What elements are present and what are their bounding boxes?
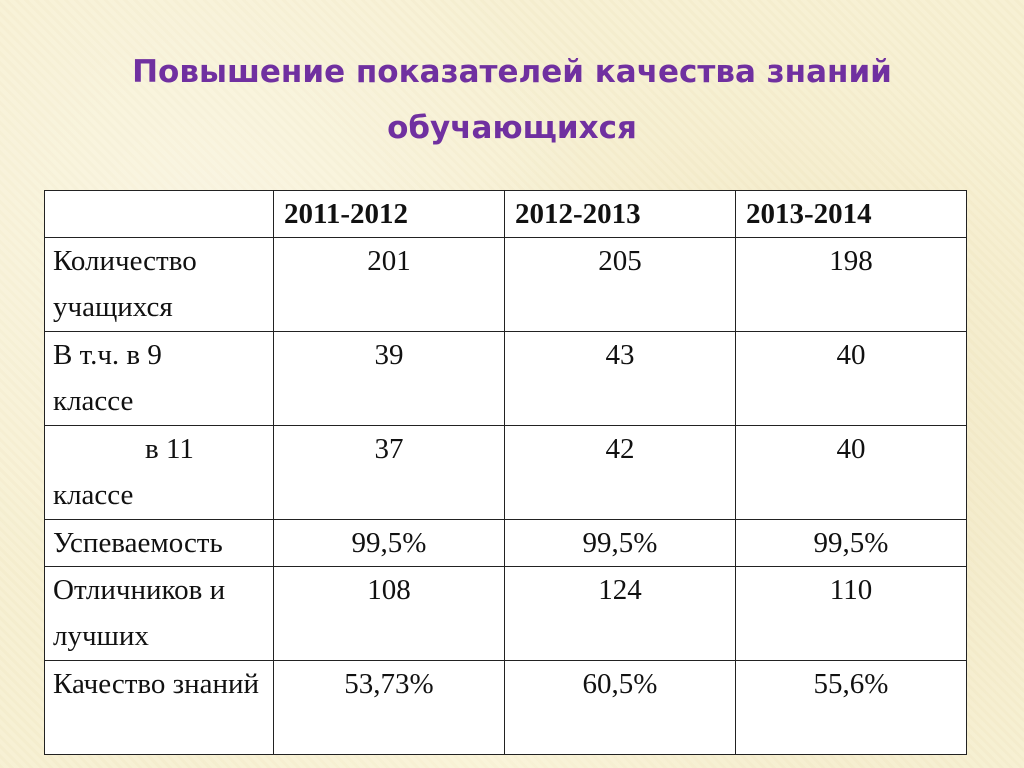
slide-title-line-1: Повышение показателей качества знаний bbox=[132, 54, 892, 90]
row-label-grade-9-line-1: В т.ч. в 9 bbox=[53, 339, 162, 371]
table-cell: 124 bbox=[505, 567, 736, 661]
table-cell: 53,73% bbox=[274, 661, 505, 755]
row-label-grade-11-line-2: классе bbox=[53, 479, 134, 511]
table-cell: 42 bbox=[505, 426, 736, 520]
table-row bbox=[45, 520, 967, 567]
slide-title-line-2: обучающихся bbox=[387, 110, 637, 146]
row-label-grade-11 bbox=[45, 426, 274, 520]
table-cell: 99,5% bbox=[736, 520, 967, 567]
slide-title bbox=[0, 44, 1024, 156]
statistics-table bbox=[44, 190, 967, 755]
row-label-grade-9-line-2: классе bbox=[53, 385, 134, 417]
table-header-2012-2013: 2012-2013 bbox=[505, 191, 736, 238]
table-cell: 39 bbox=[274, 332, 505, 426]
table-header-row bbox=[45, 191, 967, 238]
table-corner-cell bbox=[45, 191, 274, 238]
table-row bbox=[45, 238, 967, 332]
table-cell: 108 bbox=[274, 567, 505, 661]
table-cell: 205 bbox=[505, 238, 736, 332]
table-row bbox=[45, 426, 967, 520]
table-cell: 55,6% bbox=[736, 661, 967, 755]
table-cell: 60,5% bbox=[505, 661, 736, 755]
row-label-progress: Успеваемость bbox=[45, 520, 274, 567]
table-cell: 201 bbox=[274, 238, 505, 332]
table-cell: 43 bbox=[505, 332, 736, 426]
table-header-2011-2012: 2011-2012 bbox=[274, 191, 505, 238]
table-cell: 99,5% bbox=[505, 520, 736, 567]
row-label-students-count: Количество учащихся bbox=[45, 238, 274, 332]
table-cell: 198 bbox=[736, 238, 967, 332]
table-row bbox=[45, 332, 967, 426]
table-cell: 37 bbox=[274, 426, 505, 520]
row-label-knowledge-quality: Качество знаний bbox=[45, 661, 274, 755]
table-row bbox=[45, 661, 967, 755]
row-label-grade-9 bbox=[45, 332, 274, 426]
row-label-grade-11-line-1: в 11 bbox=[145, 433, 194, 465]
table-cell: 40 bbox=[736, 332, 967, 426]
table-cell: 110 bbox=[736, 567, 967, 661]
table-header-2013-2014: 2013-2014 bbox=[736, 191, 967, 238]
row-label-excellent-students: Отличников и лучших bbox=[45, 567, 274, 661]
table-cell: 99,5% bbox=[274, 520, 505, 567]
table-cell: 40 bbox=[736, 426, 967, 520]
table-row bbox=[45, 567, 967, 661]
